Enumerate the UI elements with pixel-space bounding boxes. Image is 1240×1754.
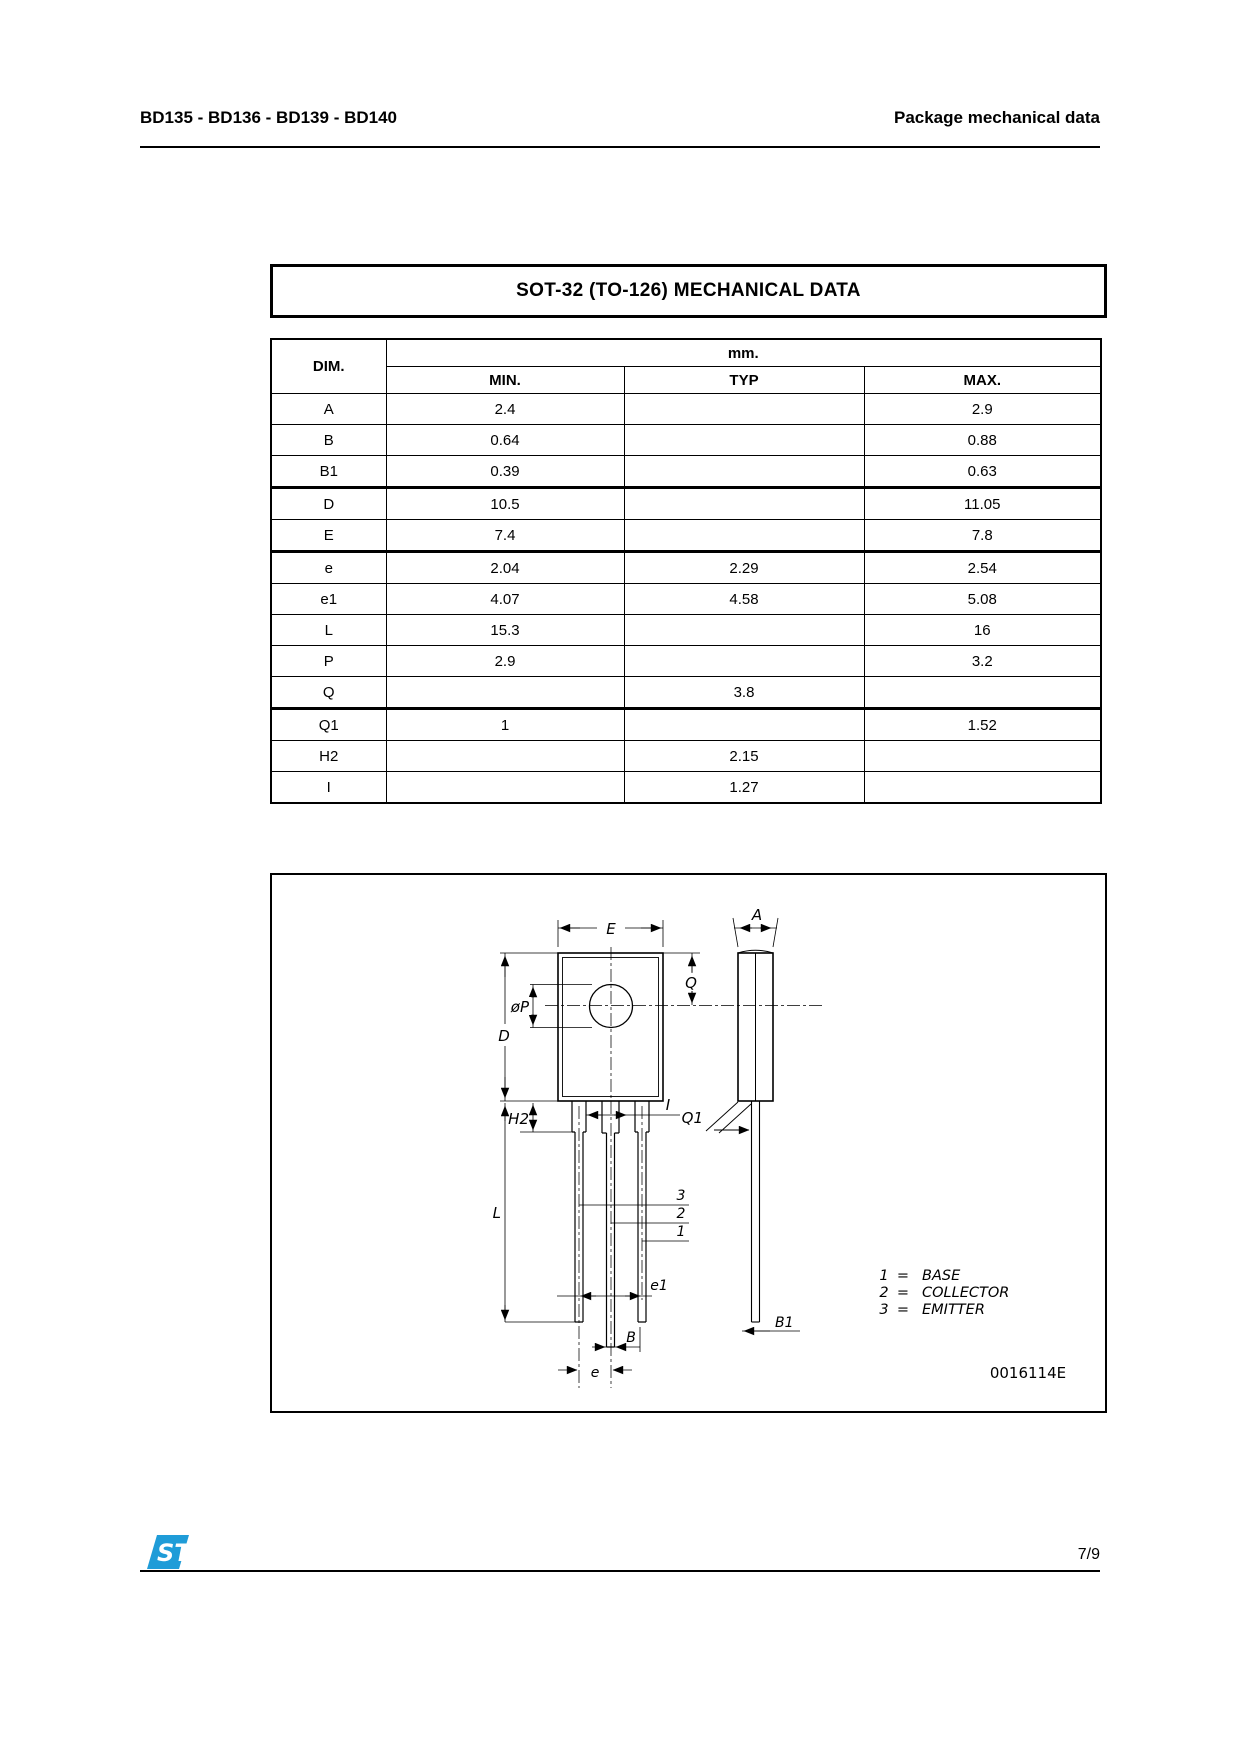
dim-P [530,985,592,1028]
pin-callout-lines [579,1205,689,1241]
front-view-outline [558,953,663,1101]
dim-cell: I [271,772,386,804]
dim-cell: D [271,488,386,520]
table-row [271,772,1101,804]
dim-cell: Q1 [271,709,386,741]
min-cell: 4.07 [386,584,624,615]
min-cell: 1 [386,709,624,741]
label-e1: e1 [650,1278,668,1294]
table-row [271,677,1101,709]
table-row [271,425,1101,456]
table-row [271,615,1101,646]
front-leads [572,1101,649,1347]
min-cell: 7.4 [386,520,624,552]
package-outline-drawing [270,873,1107,1413]
min-cell: 2.04 [386,552,624,584]
typ-cell: 1.27 [624,772,864,804]
typ-cell [624,394,864,425]
max-cell: 1.52 [864,709,1101,741]
label-Q1: Q1 [681,1109,703,1127]
col-header-typ: TYP [624,367,864,394]
typ-cell [624,456,864,488]
unit-header: mm. [386,339,1101,367]
page-number: 7/9 [1077,1546,1100,1563]
table-row [271,741,1101,772]
table-row [271,709,1101,741]
dim-cell: e1 [271,584,386,615]
min-cell [386,741,624,772]
col-header-min: MIN. [386,367,624,394]
min-cell: 2.9 [386,646,624,677]
typ-cell [624,520,864,552]
dim-cell: L [271,615,386,646]
max-cell: 7.8 [864,520,1101,552]
max-cell: 3.2 [864,646,1101,677]
max-cell: 2.54 [864,552,1101,584]
dim-cell: Q [271,677,386,709]
table-row [271,488,1101,520]
pin-label-3: 3 [676,1188,686,1204]
dim-Q1 [706,1102,751,1133]
typ-cell [624,709,864,741]
typ-cell: 4.58 [624,584,864,615]
typ-cell [624,488,864,520]
pin-label-2: 2 [676,1206,686,1222]
min-cell [386,772,624,804]
dim-cell: B1 [271,456,386,488]
max-cell [864,677,1101,709]
table-row [271,456,1101,488]
legend-num: 2 [879,1285,889,1301]
max-cell: 11.05 [864,488,1101,520]
legend-eq: = [896,1268,910,1284]
label-I: I [665,1096,671,1114]
figure-code: 0016114E [989,1364,1067,1382]
table-row [271,584,1101,615]
label-H2: H2 [508,1110,529,1128]
max-cell: 0.88 [864,425,1101,456]
min-cell: 15.3 [386,615,624,646]
min-cell: 2.4 [386,394,624,425]
typ-cell [624,646,864,677]
col-header-dim: DIM. [271,339,386,394]
min-cell [386,677,624,709]
max-cell: 0.63 [864,456,1101,488]
mechanical-data-title-box [270,264,1107,318]
package-drawing-box [270,873,1107,1413]
typ-cell: 2.15 [624,741,864,772]
dim-L [505,1103,575,1322]
max-cell [864,772,1101,804]
table-row [271,646,1101,677]
label-E: E [606,920,616,938]
mechanical-data-title: SOT-32 (TO-126) MECHANICAL DATA [516,280,861,301]
label-Q: Q [685,974,697,992]
side-view-outline [738,950,773,1322]
table-row [271,552,1101,584]
label-A: A [751,906,763,924]
label-P: øP [510,998,529,1016]
dim-cell: H2 [271,741,386,772]
max-cell: 5.08 [864,584,1101,615]
col-header-max: MAX. [864,367,1101,394]
min-cell: 0.64 [386,425,624,456]
table-row [271,394,1101,425]
legend-num: 1 [879,1268,889,1284]
label-L: L [492,1204,501,1222]
dim-cell: B [271,425,386,456]
pin-legend [879,1268,1009,1318]
typ-cell: 3.8 [624,677,864,709]
pin-label-1: 1 [676,1224,686,1240]
header-rule [140,146,1100,148]
dimensions-table [270,338,1102,804]
section-title: Package mechanical data [893,108,1100,127]
max-cell: 16 [864,615,1101,646]
footer-rule [140,1570,1100,1572]
typ-cell [624,425,864,456]
legend-eq: = [896,1285,910,1301]
max-cell: 2.9 [864,394,1101,425]
typ-cell: 2.29 [624,552,864,584]
label-D: D [498,1027,510,1045]
min-cell: 10.5 [386,488,624,520]
dim-cell: e [271,552,386,584]
dim-cell: P [271,646,386,677]
label-B1: B1 [775,1315,794,1331]
legend-name: EMITTER [922,1302,985,1318]
document-part-numbers: BD135 - BD136 - BD139 - BD140 [140,108,397,127]
max-cell [864,741,1101,772]
dim-cell: E [271,520,386,552]
table-row [271,520,1101,552]
legend-num: 3 [879,1302,889,1318]
dim-cell: A [271,394,386,425]
label-B: B [626,1330,636,1346]
typ-cell [624,615,864,646]
legend-name: BASE [922,1268,961,1284]
label-e: e [590,1365,600,1381]
st-logo-letters: ST [157,1539,191,1567]
min-cell: 0.39 [386,456,624,488]
legend-name: COLLECTOR [922,1285,1010,1301]
legend-eq: = [896,1302,910,1318]
